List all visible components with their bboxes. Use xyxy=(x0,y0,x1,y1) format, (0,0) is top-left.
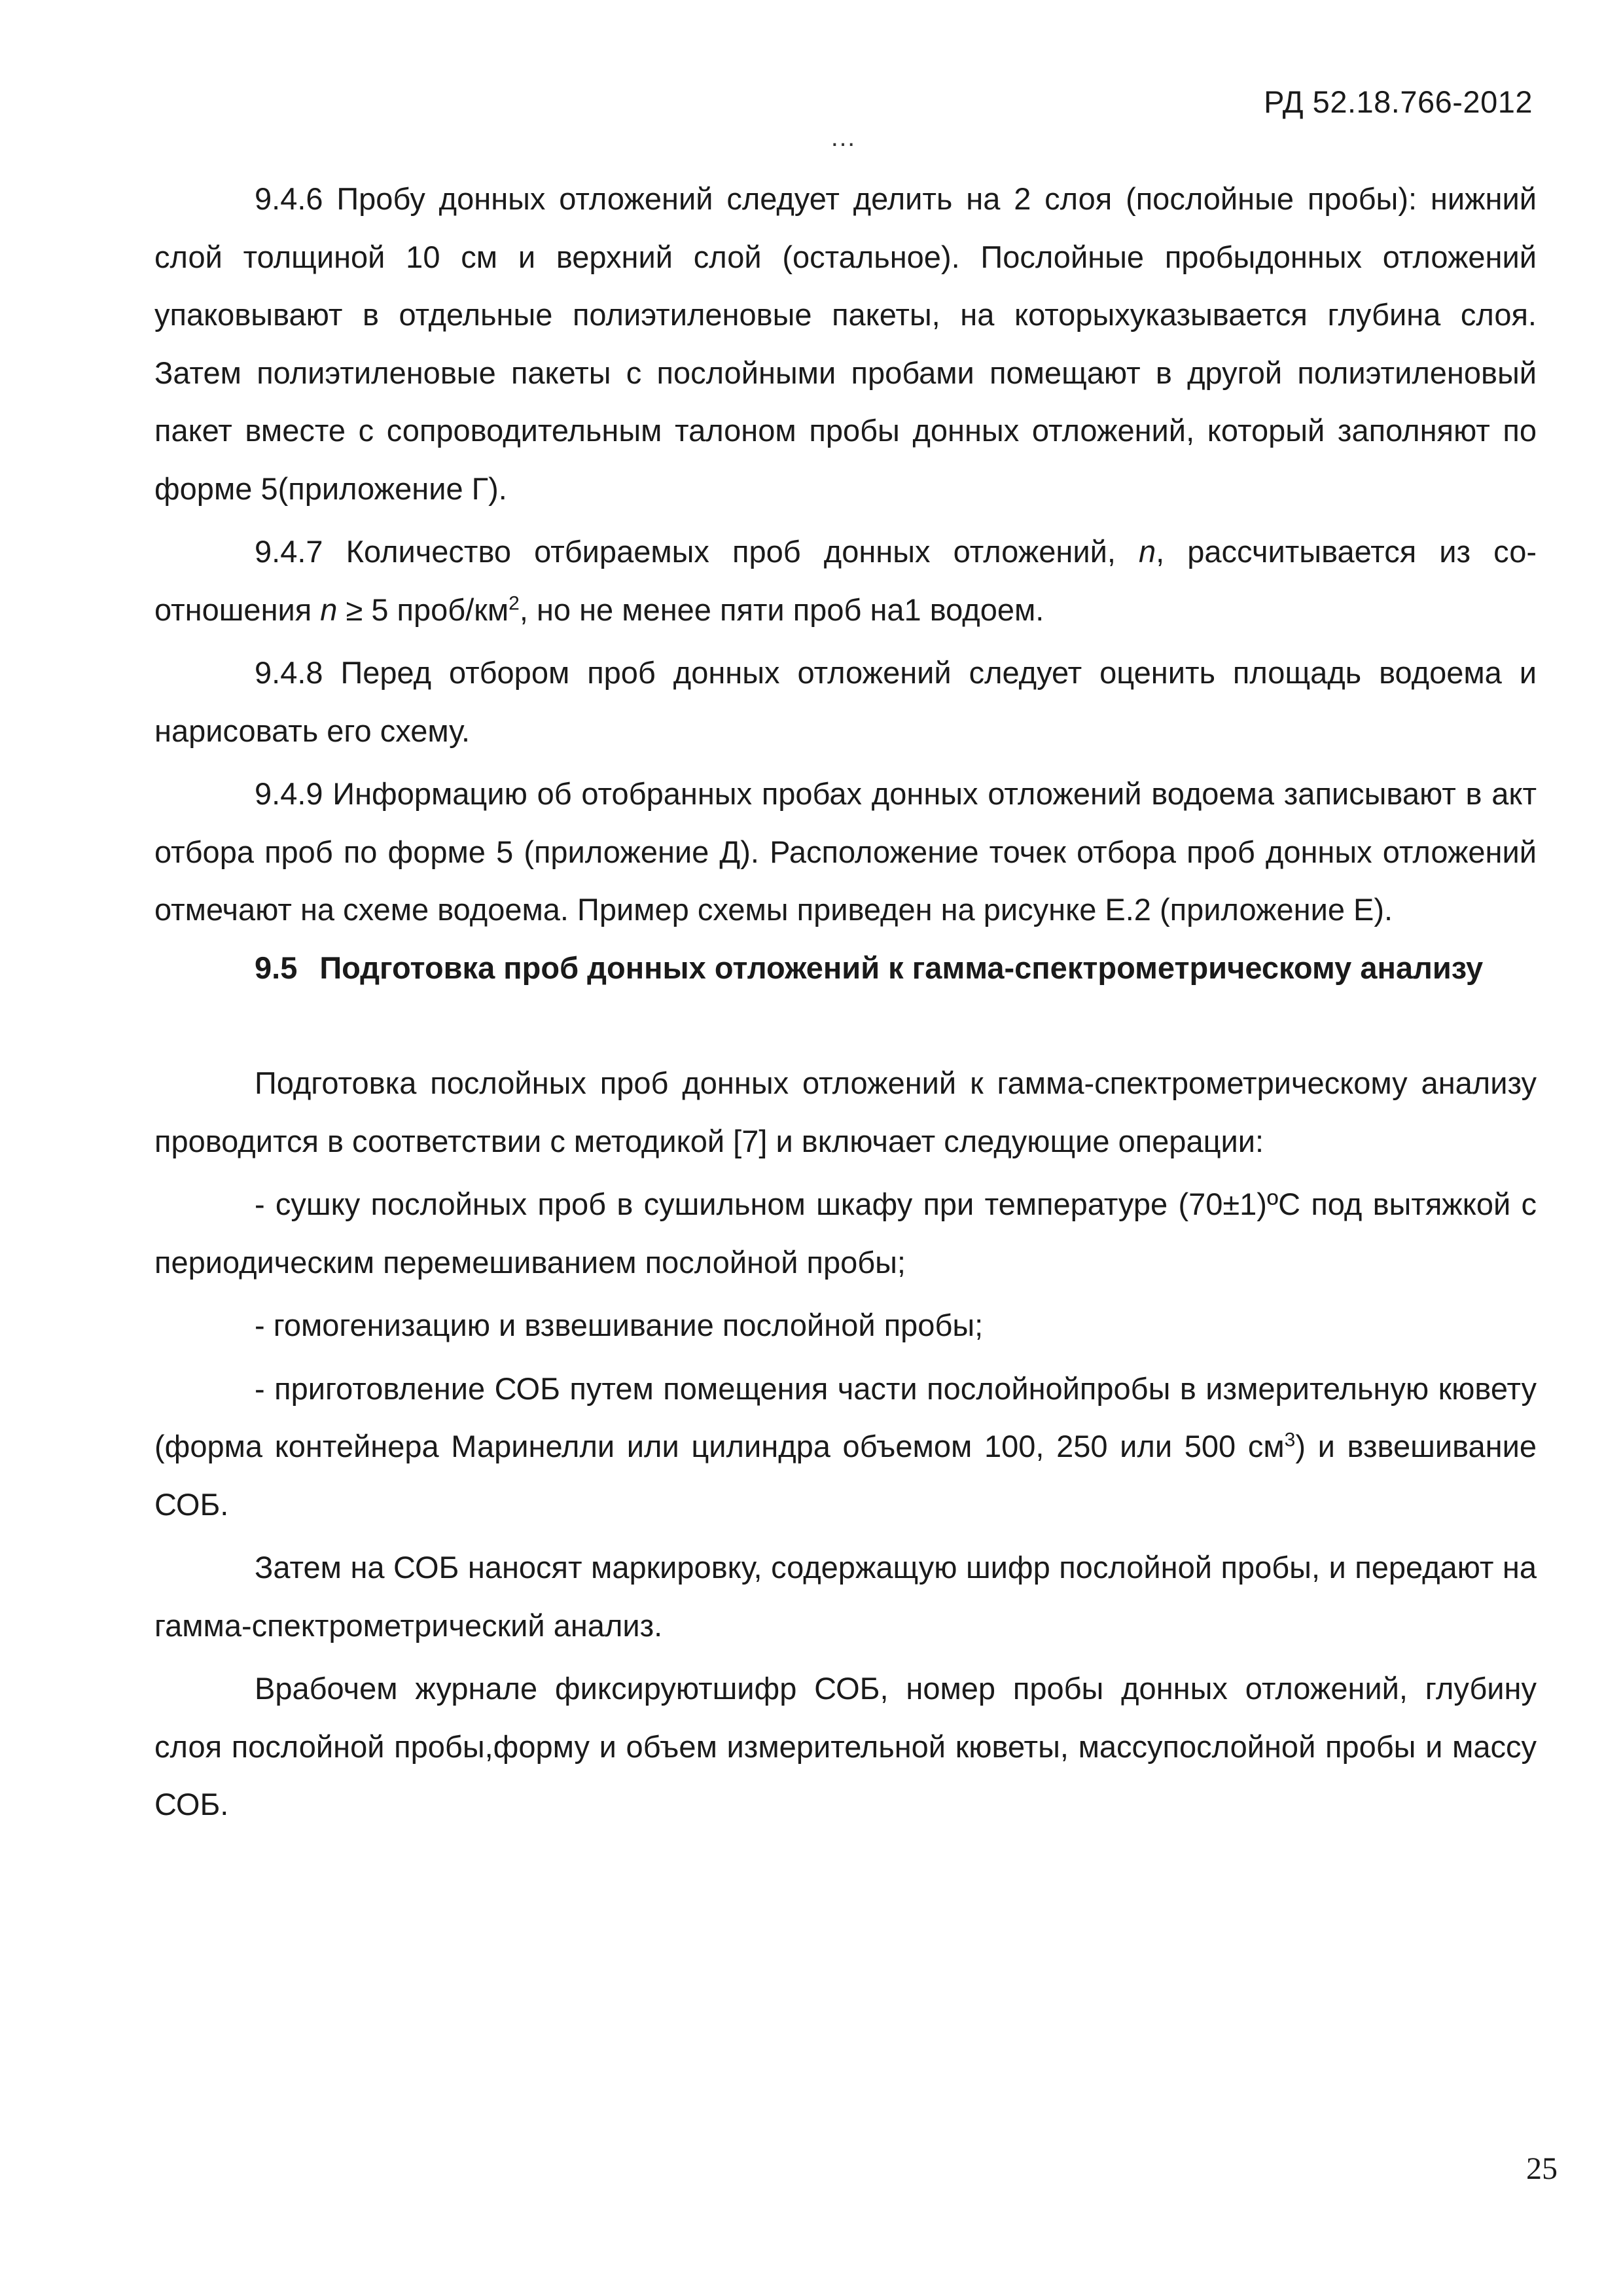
page-number: 25 xyxy=(1526,2151,1558,2186)
paragraph-9-4-7: 9.4.7 Количество отбираемых проб донных отложений, n, рассчитывается из соотношения n ≥ 5 проб/$км^2$, но не менее пяти проб на1 водоем. xyxy=(154,534,1537,627)
superscript: 3 xyxy=(1284,1429,1296,1451)
section-number: 9.5 xyxy=(255,950,298,985)
spacer xyxy=(154,997,1537,1054)
document-body xyxy=(154,170,1537,1834)
variable-n: n xyxy=(320,592,338,627)
document-id: РД 52.18.766-2012 xyxy=(1264,84,1533,119)
variable-n: n xyxy=(1138,534,1156,569)
list-item-preparation: - приготовление СОБ путем помещения части послойнойпробы в измерительную кювету (форма контейнера Маринелли или цилиндра объемом 100, 250 или 500 $см^3$) и взвешивание СОБ. xyxy=(154,1371,1537,1522)
section-heading xyxy=(154,939,1537,997)
paragraph-9-4-6: 9.4.6 Пробу донных отложений следует делить на 2 слоя (послойные пробы): нижний слой толщиной 10 см и верхний слой (остальное). Послойные пробыдонных отложений упаковывают в отдельные полиэтиленовые пакеты, на которыхуказывается глубина слоя. Затем полиэтиленовые пакеты с послойными пробами помещают в другой полиэтиленовый пакет вместе с сопроводительным талоном пробы донных отложений, который заполняют по форме 5(приложение Г). xyxy=(154,181,1537,506)
omission-mark: … xyxy=(830,123,859,152)
list-item-drying: - сушку послойных проб в сушильном шкафу при температуре (70±1)ºС под вытяжкой с периодическим перемешиванием послойной пробы; xyxy=(154,1187,1537,1280)
paragraph-9-4-9: 9.4.9 Информацию об отобранных пробах донных отложений водоема записывают в акт отбора проб по форме 5 (приложение Д). Расположение точек отбора проб донных отложений отмечают на схеме водоема. Пример схемы приведен на рисунке Е.2 (приложение Е). xyxy=(154,776,1537,927)
section-title: Подготовка проб донных отложений к гамма-спектрометрическому анализу xyxy=(319,950,1484,985)
paragraph-marking: Затем на СОБ наносят маркировку, содержащую шифр послойной пробы, и передают на гамма-спектрометрический анализ. xyxy=(154,1550,1537,1643)
list-item-homogenization: - гомогенизацию и взвешивание послойной пробы; xyxy=(255,1308,984,1342)
superscript: 2 xyxy=(508,592,520,614)
paragraph-9-4-8: 9.4.8 Перед отбором проб донных отложений следует оценить площадь водоема и нарисовать его схему. xyxy=(154,655,1537,748)
section-intro: Подготовка послойных проб донных отложений к гамма-спектрометрическому анализу проводится в соответствии с методикой [7] и включает следующие операции: xyxy=(154,1066,1537,1158)
paragraph-journal: Врабочем журнале фиксируютшифр СОБ, номер пробы донных отложений, глубину слоя послойной пробы,форму и объем измерительной кюветы, массупослойной пробы и массу СОБ. xyxy=(154,1671,1537,1821)
